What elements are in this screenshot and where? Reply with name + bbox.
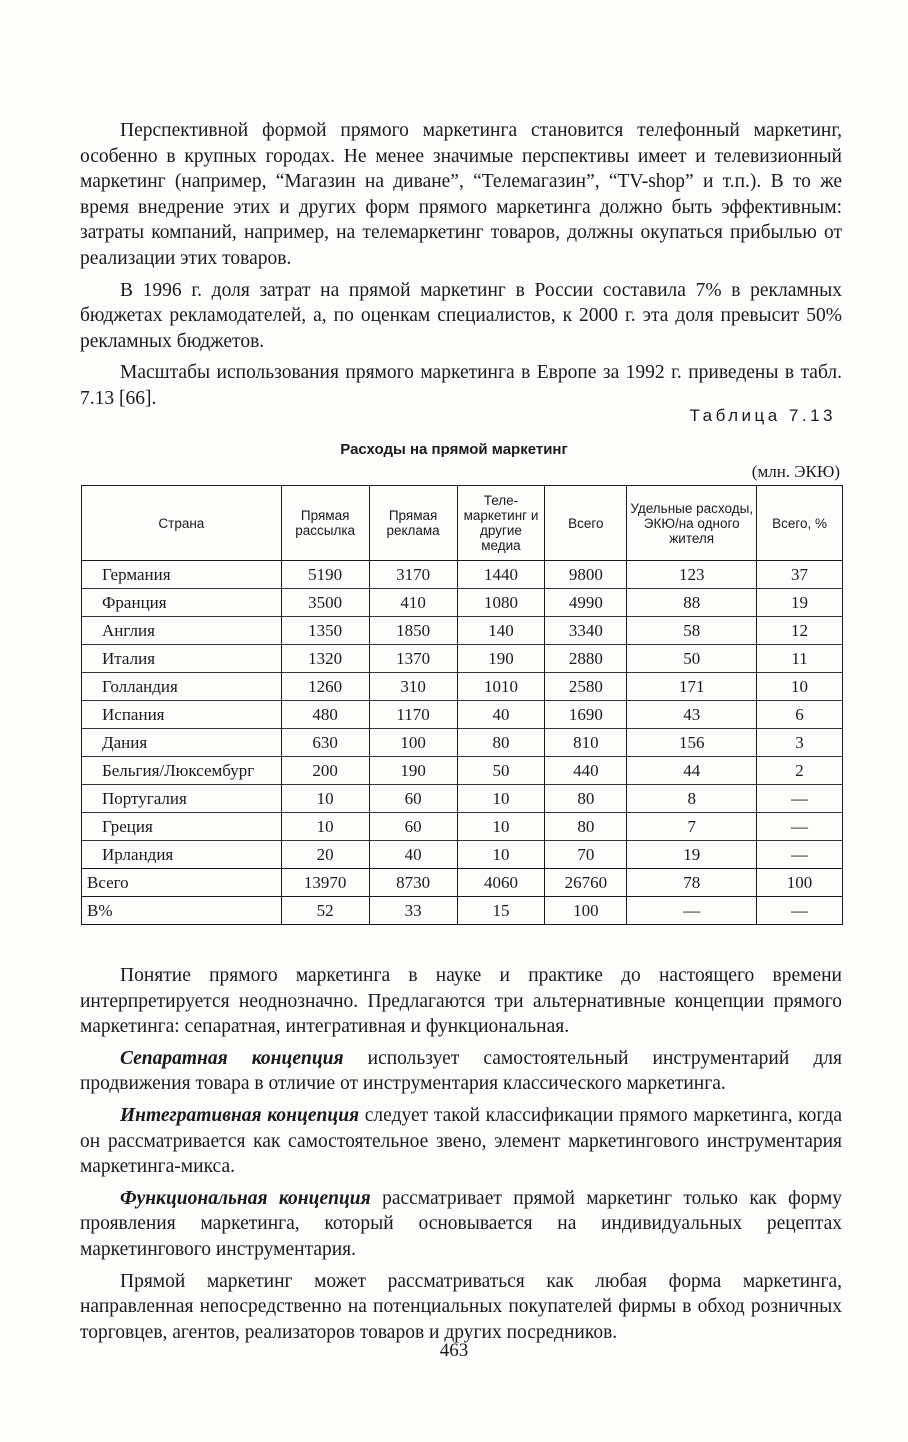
table-row xyxy=(82,645,843,673)
header-per-capita: Удельные расходы, ЭКЮ/на одного жителя xyxy=(627,486,757,561)
cell-telemarketing: 15 xyxy=(457,897,545,925)
cell-total: 440 xyxy=(545,757,627,785)
cell-total: 810 xyxy=(545,729,627,757)
cell-country: Голландия xyxy=(82,673,282,701)
cell-country: Германия xyxy=(82,561,282,589)
cell-country: В% xyxy=(82,897,282,925)
header-total: Всего xyxy=(545,486,627,561)
table-units: (млн. ЭКЮ) xyxy=(751,462,840,481)
paragraph-direct-marketing-definition: Прямой маркетинг может рассматриваться как любая форма маркетинга, направленная непосредственно на потенциальных покупателей фирмы в обход розничных торговцев, агентов, реализаторов товаров и других посредников. xyxy=(80,1270,842,1343)
cell-direct-mail: 20 xyxy=(281,841,369,869)
cell-direct-mail: 480 xyxy=(281,701,369,729)
cell-country: Португалия xyxy=(82,785,282,813)
paragraph-phone-marketing: Перспективной формой прямого маркетинга становится телефонный маркетинг, особенно в крупных городах. Не менее значимые перспективы имеет и телевизионный маркетинг (например, “Магазин на диване”, “Телемагазин”, “TV-shop” и т.п.). В то же время внедрение этих и других форм прямого маркетинга должно быть эффективным: затраты компаний, например, на телемаркетинг товаров, должны окупаться прибылью от реализации этих товаров. xyxy=(80,120,842,269)
cell-direct-ads: 100 xyxy=(369,729,457,757)
header-telemarketing: Теле-маркетинг и другие медиа xyxy=(457,486,545,561)
cell-direct-ads: 190 xyxy=(369,757,457,785)
cell-direct-mail: 13970 xyxy=(281,869,369,897)
cell-total: 1690 xyxy=(545,701,627,729)
cell-per-capita: 19 xyxy=(627,841,757,869)
paragraph-functional-concept xyxy=(80,1186,842,1263)
cell-total: 80 xyxy=(545,813,627,841)
cell-direct-ads: 1170 xyxy=(369,701,457,729)
cell-country: Всего xyxy=(82,869,282,897)
cell-total: 80 xyxy=(545,785,627,813)
term-separate: Сепаратная концепция xyxy=(120,1047,344,1069)
marketing-expenses-table xyxy=(81,485,843,925)
cell-telemarketing: 10 xyxy=(457,785,545,813)
concepts-text xyxy=(80,963,842,1351)
table-row xyxy=(82,841,843,869)
table-row xyxy=(82,589,843,617)
paragraph-separate-concept xyxy=(80,1046,842,1097)
cell-direct-mail: 3500 xyxy=(281,589,369,617)
cell-direct-mail: 1350 xyxy=(281,617,369,645)
cell-country: Испания xyxy=(82,701,282,729)
cell-per-capita: 88 xyxy=(627,589,757,617)
cell-telemarketing: 1080 xyxy=(457,589,545,617)
cell-direct-ads: 1850 xyxy=(369,617,457,645)
cell-total: 9800 xyxy=(545,561,627,589)
cell-direct-ads: 60 xyxy=(369,785,457,813)
cell-share: 2 xyxy=(757,757,843,785)
table-row xyxy=(82,729,843,757)
table-row xyxy=(82,701,843,729)
table-row xyxy=(82,561,843,589)
cell-telemarketing: 80 xyxy=(457,729,545,757)
cell-total: 26760 xyxy=(545,869,627,897)
cell-share: 10 xyxy=(757,673,843,701)
cell-total: 100 xyxy=(545,897,627,925)
cell-total: 4990 xyxy=(545,589,627,617)
table-row xyxy=(82,757,843,785)
cell-direct-ads: 3170 xyxy=(369,561,457,589)
cell-direct-ads: 60 xyxy=(369,813,457,841)
cell-per-capita: 50 xyxy=(627,645,757,673)
cell-per-capita: 58 xyxy=(627,617,757,645)
cell-direct-ads: 410 xyxy=(369,589,457,617)
cell-country: Греция xyxy=(82,813,282,841)
paragraph-concepts-intro: Понятие прямого маркетинга в науке и практике до настоящего времени интерпретируется неоднозначно. Предлагаются три альтернативные концепции прямого маркетинга: сепаратная, интегративная и функциональная. xyxy=(80,965,842,1038)
table-row xyxy=(82,617,843,645)
table-number: Таблица 7.13 xyxy=(689,406,836,425)
cell-telemarketing: 40 xyxy=(457,701,545,729)
cell-total: 2880 xyxy=(545,645,627,673)
cell-total: 2580 xyxy=(545,673,627,701)
cell-direct-ads: 310 xyxy=(369,673,457,701)
cell-direct-ads: 1370 xyxy=(369,645,457,673)
term-integrative: Интегративная концепция xyxy=(120,1104,360,1126)
header-direct-ads: Прямая реклама xyxy=(369,486,457,561)
cell-per-capita: 8 xyxy=(627,785,757,813)
cell-share: — xyxy=(757,813,843,841)
cell-per-capita: 7 xyxy=(627,813,757,841)
table-body xyxy=(82,561,843,925)
cell-share: 100 xyxy=(757,869,843,897)
separate-text: использует самостоятельный инструментарий для продвижения товара в отличие от инструментария классического маркетинга. xyxy=(80,1047,842,1095)
cell-telemarketing: 4060 xyxy=(457,869,545,897)
table-row xyxy=(82,785,843,813)
cell-direct-mail: 1320 xyxy=(281,645,369,673)
cell-direct-ads: 33 xyxy=(369,897,457,925)
cell-country: Италия xyxy=(82,645,282,673)
cell-per-capita: 78 xyxy=(627,869,757,897)
cell-direct-mail: 5190 xyxy=(281,561,369,589)
header-direct-mail: Прямая рассылка xyxy=(281,486,369,561)
cell-per-capita: 44 xyxy=(627,757,757,785)
cell-telemarketing: 50 xyxy=(457,757,545,785)
cell-share: 3 xyxy=(757,729,843,757)
cell-country: Ирландия xyxy=(82,841,282,869)
cell-country: Англия xyxy=(82,617,282,645)
cell-total: 70 xyxy=(545,841,627,869)
cell-per-capita: — xyxy=(627,897,757,925)
header-share: Всего, % xyxy=(757,486,843,561)
cell-direct-mail: 10 xyxy=(281,785,369,813)
cell-share: — xyxy=(757,785,843,813)
cell-direct-mail: 1260 xyxy=(281,673,369,701)
cell-telemarketing: 10 xyxy=(457,841,545,869)
cell-per-capita: 43 xyxy=(627,701,757,729)
paragraph-integrative-concept xyxy=(80,1103,842,1180)
cell-telemarketing: 140 xyxy=(457,617,545,645)
cell-country: Бельгия/Люксембург xyxy=(82,757,282,785)
table-row xyxy=(82,813,843,841)
table-header-row xyxy=(82,486,843,561)
cell-total: 3340 xyxy=(545,617,627,645)
cell-per-capita: 171 xyxy=(627,673,757,701)
cell-share: 19 xyxy=(757,589,843,617)
cell-direct-mail: 10 xyxy=(281,813,369,841)
cell-share: — xyxy=(757,897,843,925)
cell-telemarketing: 190 xyxy=(457,645,545,673)
percent-row xyxy=(82,897,843,925)
cell-per-capita: 123 xyxy=(627,561,757,589)
intro-text xyxy=(80,118,842,418)
cell-direct-mail: 200 xyxy=(281,757,369,785)
cell-per-capita: 156 xyxy=(627,729,757,757)
cell-country: Дания xyxy=(82,729,282,757)
cell-share: 12 xyxy=(757,617,843,645)
cell-direct-ads: 40 xyxy=(369,841,457,869)
term-functional: Функциональная концепция xyxy=(120,1187,371,1209)
cell-telemarketing: 1440 xyxy=(457,561,545,589)
page-number: 463 xyxy=(439,1340,469,1361)
functional-text: рассматривает прямой маркетинг только как форму проявления маркетинга, который основывается на индивидуальных рецептах маркетингового инструментария. xyxy=(80,1187,842,1260)
table-title: Расходы на прямой маркетинг xyxy=(340,441,568,458)
cell-direct-ads: 8730 xyxy=(369,869,457,897)
header-country: Страна xyxy=(82,486,282,561)
total-row xyxy=(82,869,843,897)
paragraph-europe-scale: Масштабы использования прямого маркетинга в Европе за 1992 г. приведены в табл. 7.13 [66]. xyxy=(80,362,842,409)
cell-share: 11 xyxy=(757,645,843,673)
cell-share: 37 xyxy=(757,561,843,589)
paragraph-russia-share: В 1996 г. доля затрат на прямой маркетинг в России составила 7% в рекламных бюджетах рекламодателей, а, по оценкам специалистов, к 2000 г. эта доля превысит 50% рекламных бюджетов. xyxy=(80,279,842,352)
cell-share: 6 xyxy=(757,701,843,729)
cell-share: — xyxy=(757,841,843,869)
cell-direct-mail: 630 xyxy=(281,729,369,757)
cell-country: Франция xyxy=(82,589,282,617)
cell-direct-mail: 52 xyxy=(281,897,369,925)
integrative-text: следует такой классификации прямого маркетинга, когда он рассматривается как самостоятельное звено, элемент маркетингового инструментария маркетинга-микса. xyxy=(80,1104,843,1178)
cell-telemarketing: 10 xyxy=(457,813,545,841)
table-row xyxy=(82,673,843,701)
cell-telemarketing: 1010 xyxy=(457,673,545,701)
